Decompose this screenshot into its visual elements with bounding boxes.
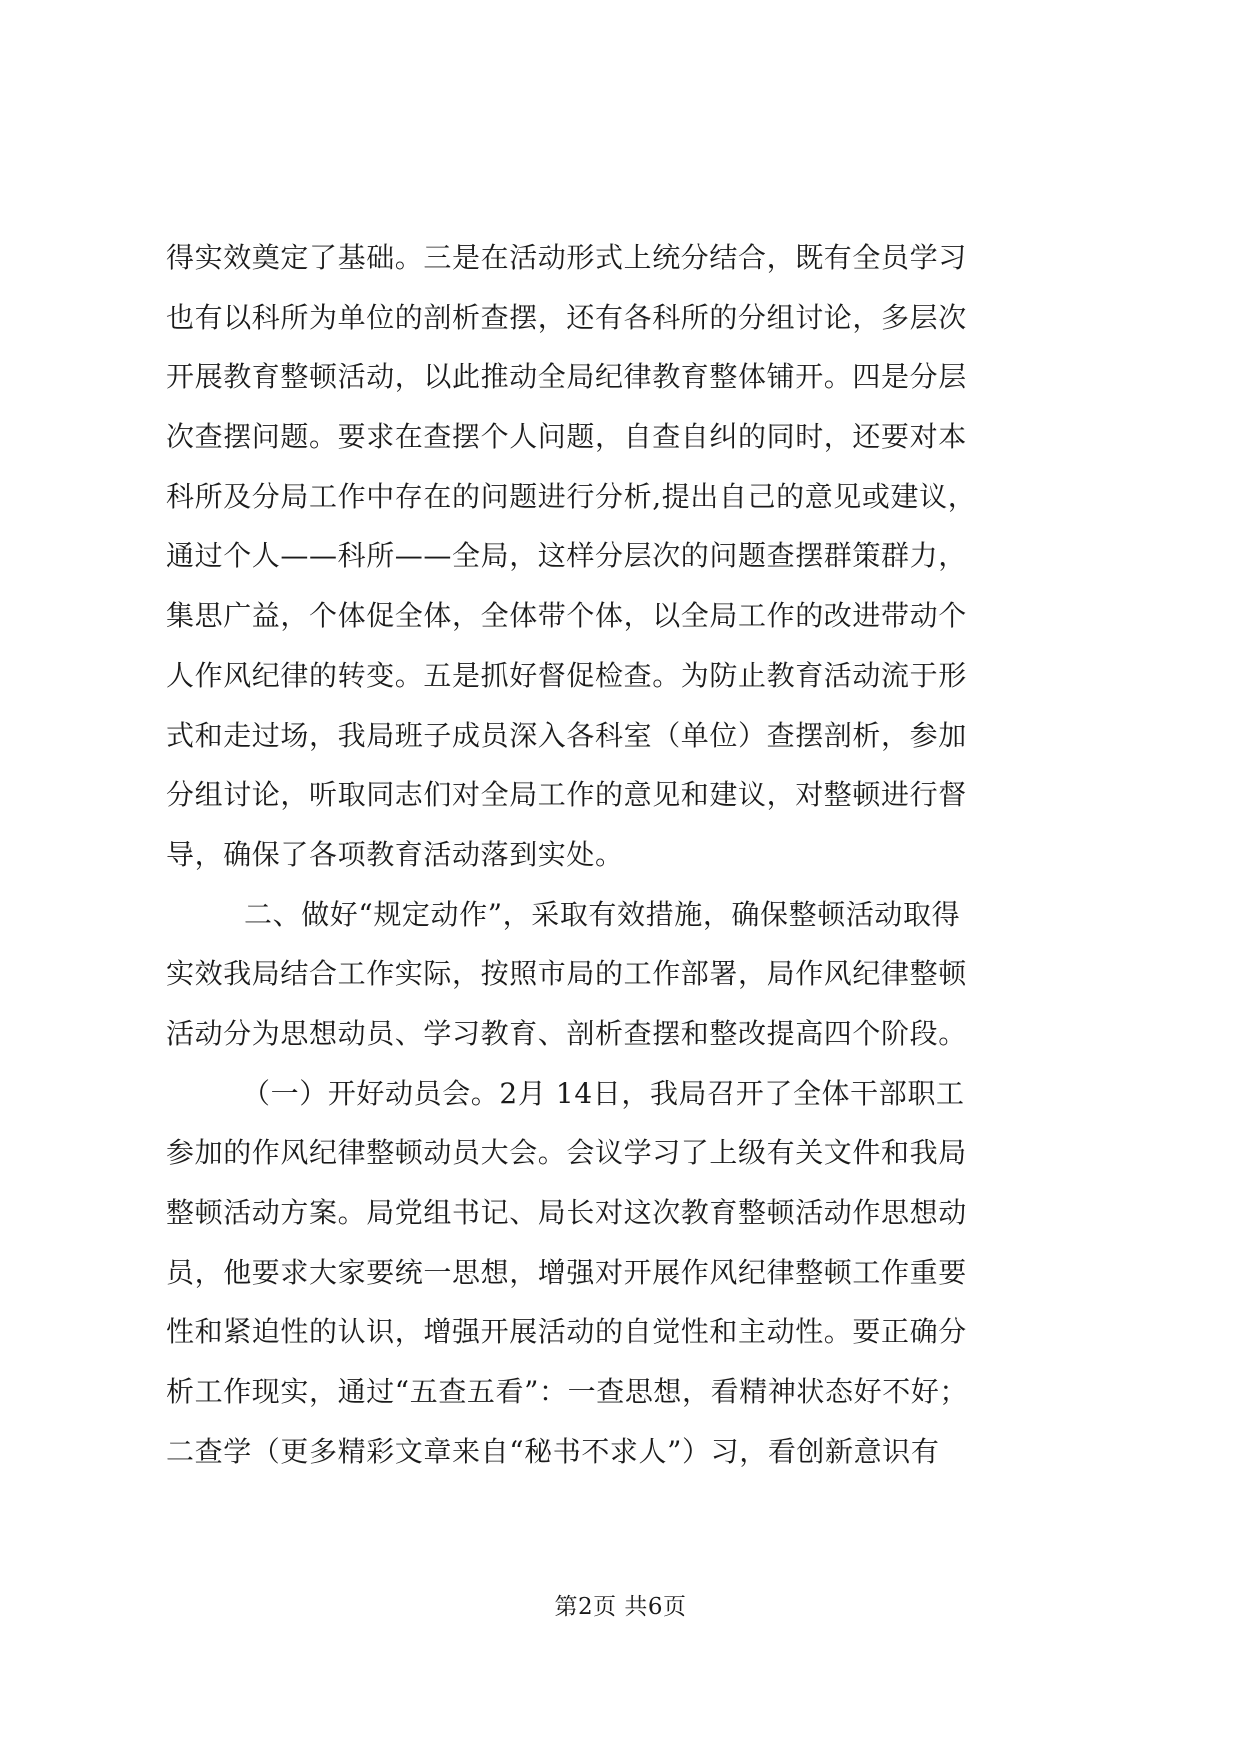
text-line: 导，确保了各项教育活动落到实处。	[166, 837, 624, 871]
text-line: 析工作现实，通过“五查五看”：一查思想，看精神状态好不好；	[166, 1375, 969, 1409]
document-body	[166, 228, 1086, 1481]
section-heading: 二、做好“规定动作”，采取有效措施，确保整顿活动取得	[244, 897, 961, 931]
text-line: 分组讨论，听取同志们对全局工作的意见和建议，对整顿进行督	[166, 778, 967, 812]
text-line: 通过个人——科所——全局，这样分层次的问题查摆群策群力，	[166, 539, 967, 573]
text-line: 集思广益，个体促全体，全体带个体，以全局工作的改进带动个	[166, 599, 967, 633]
text-line: 得实效奠定了基础。三是在活动形式上统分结合，既有全员学习	[166, 241, 967, 274]
text-line: 式和走过场，我局班子成员深入各科室（单位）查摆剖析，参加	[166, 718, 967, 752]
text-line: 科所及分局工作中存在的问题进行分析,提出自己的意见或建议，	[166, 479, 977, 513]
text-line: 也有以科所为单位的剖析查摆，还有各科所的分组讨论，多层次	[166, 300, 967, 334]
page-number-footer: 第2页 共6页	[554, 1594, 687, 1620]
text-line: 人作风纪律的转变。五是抓好督促检查。为防止教育活动流于形	[166, 658, 967, 692]
text-line: 二查学（更多精彩文章来自“秘书不求人”）习，看创新意识有	[166, 1434, 940, 1468]
subsection-heading: （一）开好动员会。2月 14日，我局召开了全体干部职工	[242, 1076, 965, 1110]
text-line: 活动分为思想动员、学习教育、剖析查摆和整改提高四个阶段。	[166, 1016, 967, 1050]
text-line: 整顿活动方案。局党组书记、局长对这次教育整顿活动作思想动	[166, 1196, 967, 1229]
text-line: 实效我局结合工作实际，按照市局的工作部署，局作风纪律整顿	[166, 957, 967, 991]
text-line: 次查摆问题。要求在查摆个人问题，自查自纠的同时，还要对本	[166, 420, 967, 454]
text-line: 开展教育整顿活动，以此推动全局纪律教育整体铺开。四是分层	[166, 360, 967, 394]
text-line: 员，他要求大家要统一思想，增强对开展作风纪律整顿工作重要	[166, 1255, 967, 1289]
text-line: 参加的作风纪律整顿动员大会。会议学习了上级有关文件和我局	[166, 1136, 967, 1170]
text-line: 性和紧迫性的认识，增强开展活动的自觉性和主动性。要正确分	[166, 1315, 967, 1349]
